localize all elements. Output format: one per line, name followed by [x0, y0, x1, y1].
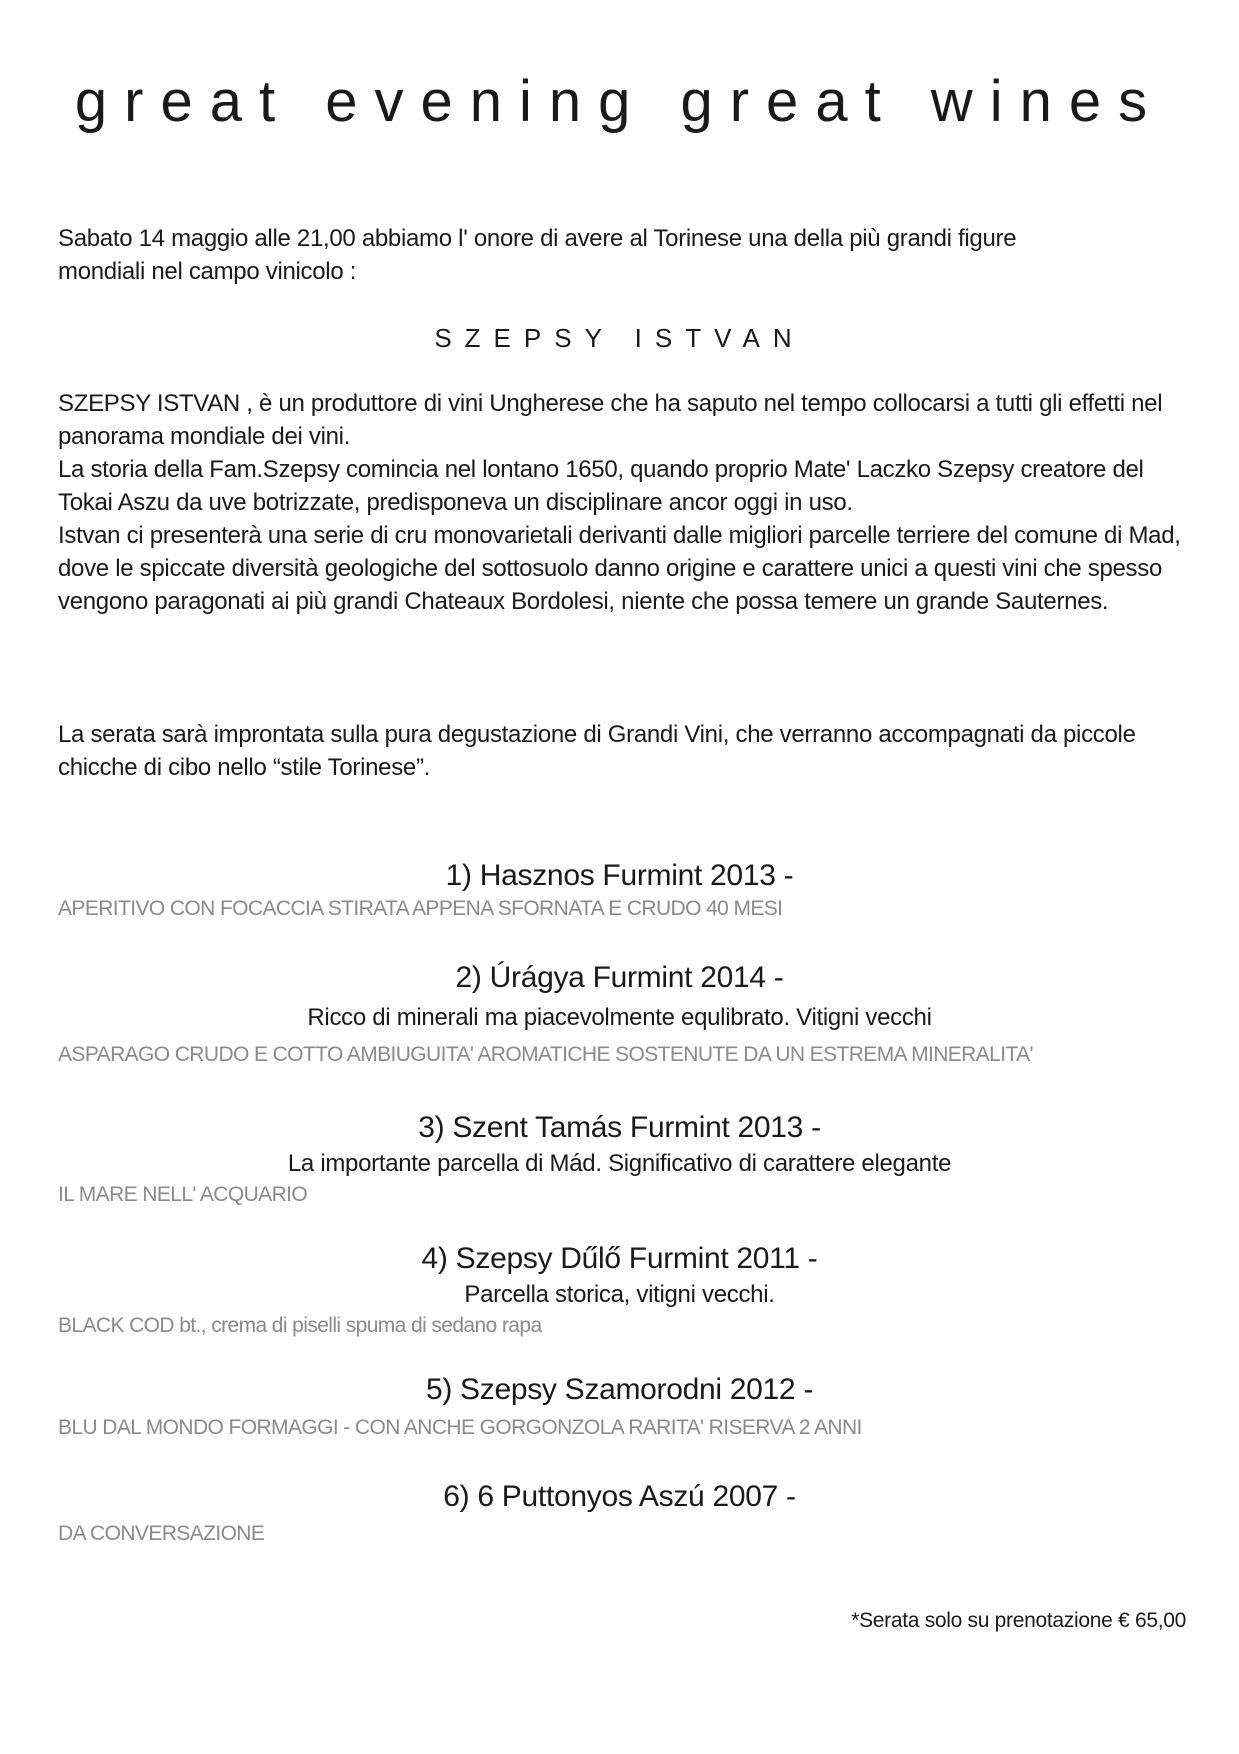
food-pairing: ASPARAGO CRUDO E COTTO AMBIUGUITA' AROMATICHE SOSTENUTE DA UN ESTREMA MINERALITA' — [58, 1043, 1033, 1066]
reservation-note: *Serata solo su prenotazione € 65,00 — [851, 1609, 1186, 1632]
story-text-3: Istvan ci presenterà una serie di cru monovarietali derivanti dalle migliori parcelle terriere del comune di Mad, dove le spiccate diversità geologiche del sottosuolo danno origine e carattere unici a questi vini che spesso vengono paragonati ai più grandi Chateaux Bordolesi, niente che possa temere un grande Sauternes. — [58, 522, 1181, 615]
food-pairing: BLACK COD bt., crema di piselli spuma di sedano rapa — [58, 1314, 542, 1337]
food-pairing: IL MARE NELL' ACQUARIO — [58, 1183, 308, 1206]
story-text-2: La storia della Fam.Szepsy comincia nel lontano 1650, quando proprio Mate' Laczko Szepsy creatore del Tokai Aszu da uve botrizzate, predisponeva un disciplinare ancor oggi in uso. — [58, 456, 1144, 516]
wine-description: La importante parcella di Mád. Significativo di carattere elegante — [287, 1150, 952, 1177]
food-pairing: DA CONVERSAZIONE — [58, 1522, 265, 1545]
guest-name: SZEPSY ISTVAN — [434, 323, 805, 353]
story-text-1: SZEPSY ISTVAN , è un produttore di vini Ungherese che ha saputo nel tempo collocarsi a tutti gli effetti nel panorama mondiale dei vini. — [58, 390, 1163, 450]
intro-line-1: Sabato 14 maggio alle 21,00 abbiamo l' onore di avere al Torinese una della più grandi figure — [58, 225, 1017, 252]
wine-title: 2) Úrágya Furmint 2014 - — [455, 961, 784, 994]
evening-paragraph: La serata sarà improntata sulla pura degustazione di Grandi Vini, che verranno accompagnati da piccole chicche di cibo nello “stile Torinese”. — [58, 721, 1136, 781]
wine-description: Parcella storica, vitigni vecchi. — [464, 1281, 775, 1308]
wine-description: Ricco di minerali ma piacevolmente equlibrato. Vitigni vecchi — [307, 1004, 932, 1031]
wine-title: 4) Szepsy Dűlő Furmint 2011 - — [421, 1242, 818, 1275]
wine-title: 5) Szepsy Szamorodni 2012 - — [425, 1373, 814, 1406]
intro-line-2: mondiali nel campo vinicolo : — [58, 258, 357, 285]
wine-title: 3) Szent Tamás Furmint 2013 - — [418, 1111, 821, 1144]
food-pairing: BLU DAL MONDO FORMAGGI - CON ANCHE GORGONZOLA RARITA' RISERVA 2 ANNI — [58, 1416, 862, 1439]
wine-title: 6) 6 Puttonyos Aszú 2007 - — [443, 1480, 796, 1513]
wine-title: 1) Hasznos Furmint 2013 - — [445, 859, 794, 892]
food-pairing: APERITIVO CON FOCACCIA STIRATA APPENA SFORNATA E CRUDO 40 MESI — [58, 897, 783, 920]
intro-paragraph — [58, 222, 1188, 288]
story-paragraph — [58, 387, 1188, 618]
page-title: great evening great wines — [74, 69, 1165, 134]
